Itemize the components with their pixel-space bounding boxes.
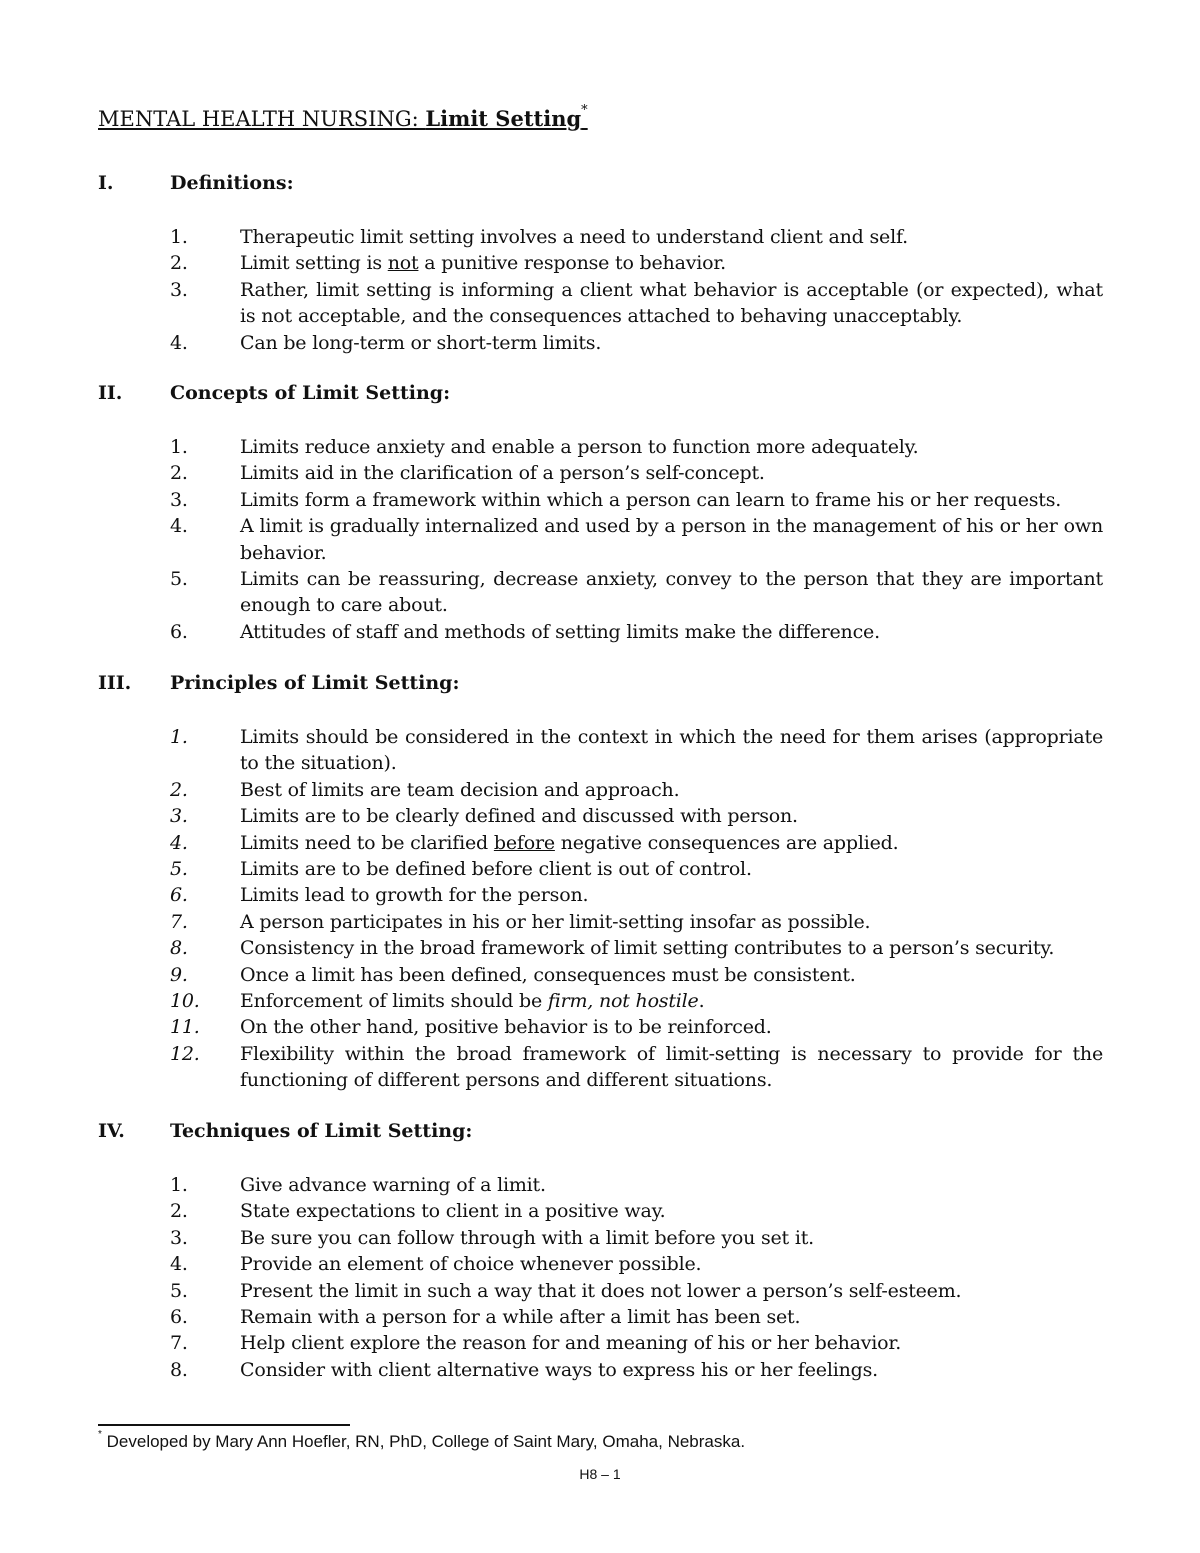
item-number: 6. (170, 620, 188, 643)
item-number: 2. (170, 252, 188, 275)
item-number: 4. (170, 831, 188, 854)
item-number: 8. (170, 1358, 188, 1381)
item-number: 11. (170, 1016, 200, 1039)
document-title (98, 103, 588, 131)
item-number: 2. (170, 462, 188, 485)
item-number: 7. (170, 910, 188, 933)
list-item (98, 513, 1103, 566)
list-item (98, 935, 1103, 961)
section-definitions (98, 172, 1103, 356)
list-item (98, 434, 1103, 460)
item-text: Present the limit in such a way that it does not lower a person’s self-esteem. (240, 1279, 962, 1302)
section-number: I. (98, 172, 114, 194)
item-text: Consider with client alternative ways to express his or her feelings. (240, 1358, 878, 1381)
item-text: Once a limit has been defined, consequences must be consistent. (240, 963, 856, 986)
item-text: Limits lead to growth for the person. (240, 884, 589, 907)
item-text: Best of limits are team decision and approach. (240, 778, 680, 801)
list-item (98, 1225, 1103, 1251)
list-item (98, 460, 1103, 486)
item-text: Limits aid in the clarification of a person’s self-concept. (240, 462, 765, 485)
item-number: 9. (170, 963, 188, 986)
item-text: Enforcement of limits should be firm, not hostile. (240, 990, 705, 1013)
item-text: Limit setting is not a punitive response to behavior. (240, 252, 727, 275)
item-text: State expectations to client in a positive way. (240, 1200, 666, 1223)
list-item (98, 487, 1103, 513)
footnote-text: Developed by Mary Ann Hoefler, RN, PhD, College of Saint Mary, Omaha, Nebraska. (101, 1432, 746, 1451)
list-item (98, 619, 1103, 645)
list-item (98, 1330, 1103, 1356)
section-techniques (98, 1120, 1103, 1383)
item-list (98, 724, 1103, 1094)
footnote-divider (98, 1424, 350, 1426)
item-list (98, 434, 1103, 645)
list-item (98, 777, 1103, 803)
title-footnote-mark: * (581, 103, 588, 118)
list-item (98, 830, 1103, 856)
section-principles (98, 672, 1103, 1094)
item-text: Provide an element of choice whenever possible. (240, 1253, 702, 1276)
item-number: 1. (170, 436, 188, 458)
item-number: 5. (170, 1279, 188, 1302)
item-text: Attitudes of staff and methods of setting limits make the difference. (240, 620, 880, 643)
item-number: 1. (170, 726, 188, 748)
item-text: A person participates in his or her limit-setting insofar as possible. (240, 910, 871, 933)
item-number: 8. (170, 937, 188, 960)
item-text: A limit is gradually internalized and used by a person in the management of his or her own behavior. (240, 515, 1103, 564)
item-number: 6. (170, 884, 188, 907)
section-number: IV. (98, 1120, 125, 1142)
list-item (98, 1198, 1103, 1224)
item-number: 3. (170, 805, 188, 828)
page-number: H8 – 1 (579, 1466, 621, 1482)
list-item (98, 250, 1103, 276)
item-text: Limits need to be clarified before negative consequences are applied. (240, 831, 899, 854)
item-number: 6. (170, 1306, 188, 1329)
footnote-mark: * (98, 1429, 102, 1441)
list-item (98, 882, 1103, 908)
item-text: Flexibility within the broad framework of limit-setting is necessary to provide for the functioning of different persons and different situations. (240, 1042, 1103, 1092)
section-heading (98, 382, 1103, 408)
section-heading (98, 672, 1103, 698)
underlined-word: not (387, 252, 419, 275)
emphasis-text: firm, not hostile (547, 990, 699, 1013)
section-title: Concepts of Limit Setting: (170, 382, 451, 404)
title-bold: Limit Setting (425, 106, 582, 131)
item-text: Therapeutic limit setting involves a need to understand client and self. (240, 226, 908, 248)
item-list (98, 224, 1103, 356)
list-item (98, 330, 1103, 356)
item-text: On the other hand, positive behavior is to be reinforced. (240, 1016, 772, 1039)
section-title: Definitions: (170, 172, 294, 194)
item-text: Be sure you can follow through with a limit before you set it. (240, 1226, 814, 1249)
item-text: Can be long-term or short-term limits. (240, 331, 602, 354)
section-heading (98, 172, 1103, 198)
item-text: Limits should be considered in the context in which the need for them arises (appropriate to the situation). (240, 726, 1103, 775)
list-item (98, 962, 1103, 988)
item-text: Limits are to be defined before client is out of control. (240, 858, 752, 881)
item-text: Give advance warning of a limit. (240, 1174, 546, 1196)
item-number: 10. (170, 990, 200, 1013)
item-number: 1. (170, 1174, 188, 1196)
list-item (98, 1251, 1103, 1277)
list-item (98, 224, 1103, 250)
item-number: 4. (170, 1253, 188, 1276)
item-number: 3. (170, 1226, 188, 1249)
item-text: Limits are to be clearly defined and discussed with person. (240, 805, 798, 828)
item-number: 2. (170, 1200, 188, 1223)
item-number: 1. (170, 226, 188, 248)
item-number: 3. (170, 278, 188, 301)
item-number: 4. (170, 331, 188, 354)
item-text: Limits can be reassuring, decrease anxiety, convey to the person that they are important enough to care about. (240, 568, 1103, 617)
item-number: 4. (170, 515, 188, 538)
item-text: Limits form a framework within which a person can learn to frame his or her requests. (240, 488, 1062, 511)
item-number: 12. (170, 1042, 200, 1065)
item-text: Rather, limit setting is informing a client what behavior is acceptable (or expected), what is not acceptable, and the consequences attached to behaving unacceptably. (240, 278, 1103, 328)
list-item (98, 724, 1103, 777)
list-item (98, 1278, 1103, 1304)
section-concepts (98, 382, 1103, 645)
item-number: 5. (170, 568, 188, 591)
item-list (98, 1172, 1103, 1383)
item-text: Help client explore the reason for and meaning of his or her behavior. (240, 1332, 902, 1355)
list-item (98, 1014, 1103, 1040)
list-item (98, 1304, 1103, 1330)
item-number: 7. (170, 1332, 188, 1355)
list-item (98, 1172, 1103, 1198)
list-item (98, 803, 1103, 829)
list-item (98, 1357, 1103, 1383)
section-title: Techniques of Limit Setting: (170, 1120, 473, 1142)
section-number: II. (98, 382, 123, 404)
item-number: 5. (170, 858, 188, 881)
list-item (98, 277, 1103, 330)
list-item (98, 909, 1103, 935)
list-item (98, 566, 1103, 619)
section-title: Principles of Limit Setting: (170, 672, 460, 694)
title-prefix: MENTAL HEALTH NURSING: (98, 107, 426, 131)
underlined-word: before (493, 831, 555, 854)
footnote (98, 1429, 746, 1452)
list-item (98, 1041, 1103, 1094)
item-text: Limits reduce anxiety and enable a person to function more adequately. (240, 436, 919, 458)
list-item (98, 988, 1103, 1014)
item-text: Consistency in the broad framework of limit setting contributes to a person’s security. (240, 937, 1055, 960)
list-item (98, 856, 1103, 882)
item-text: Remain with a person for a while after a limit has been set. (240, 1306, 801, 1329)
section-number: III. (98, 672, 132, 694)
section-heading (98, 1120, 1103, 1146)
item-number: 2. (170, 778, 188, 801)
item-number: 3. (170, 488, 188, 511)
